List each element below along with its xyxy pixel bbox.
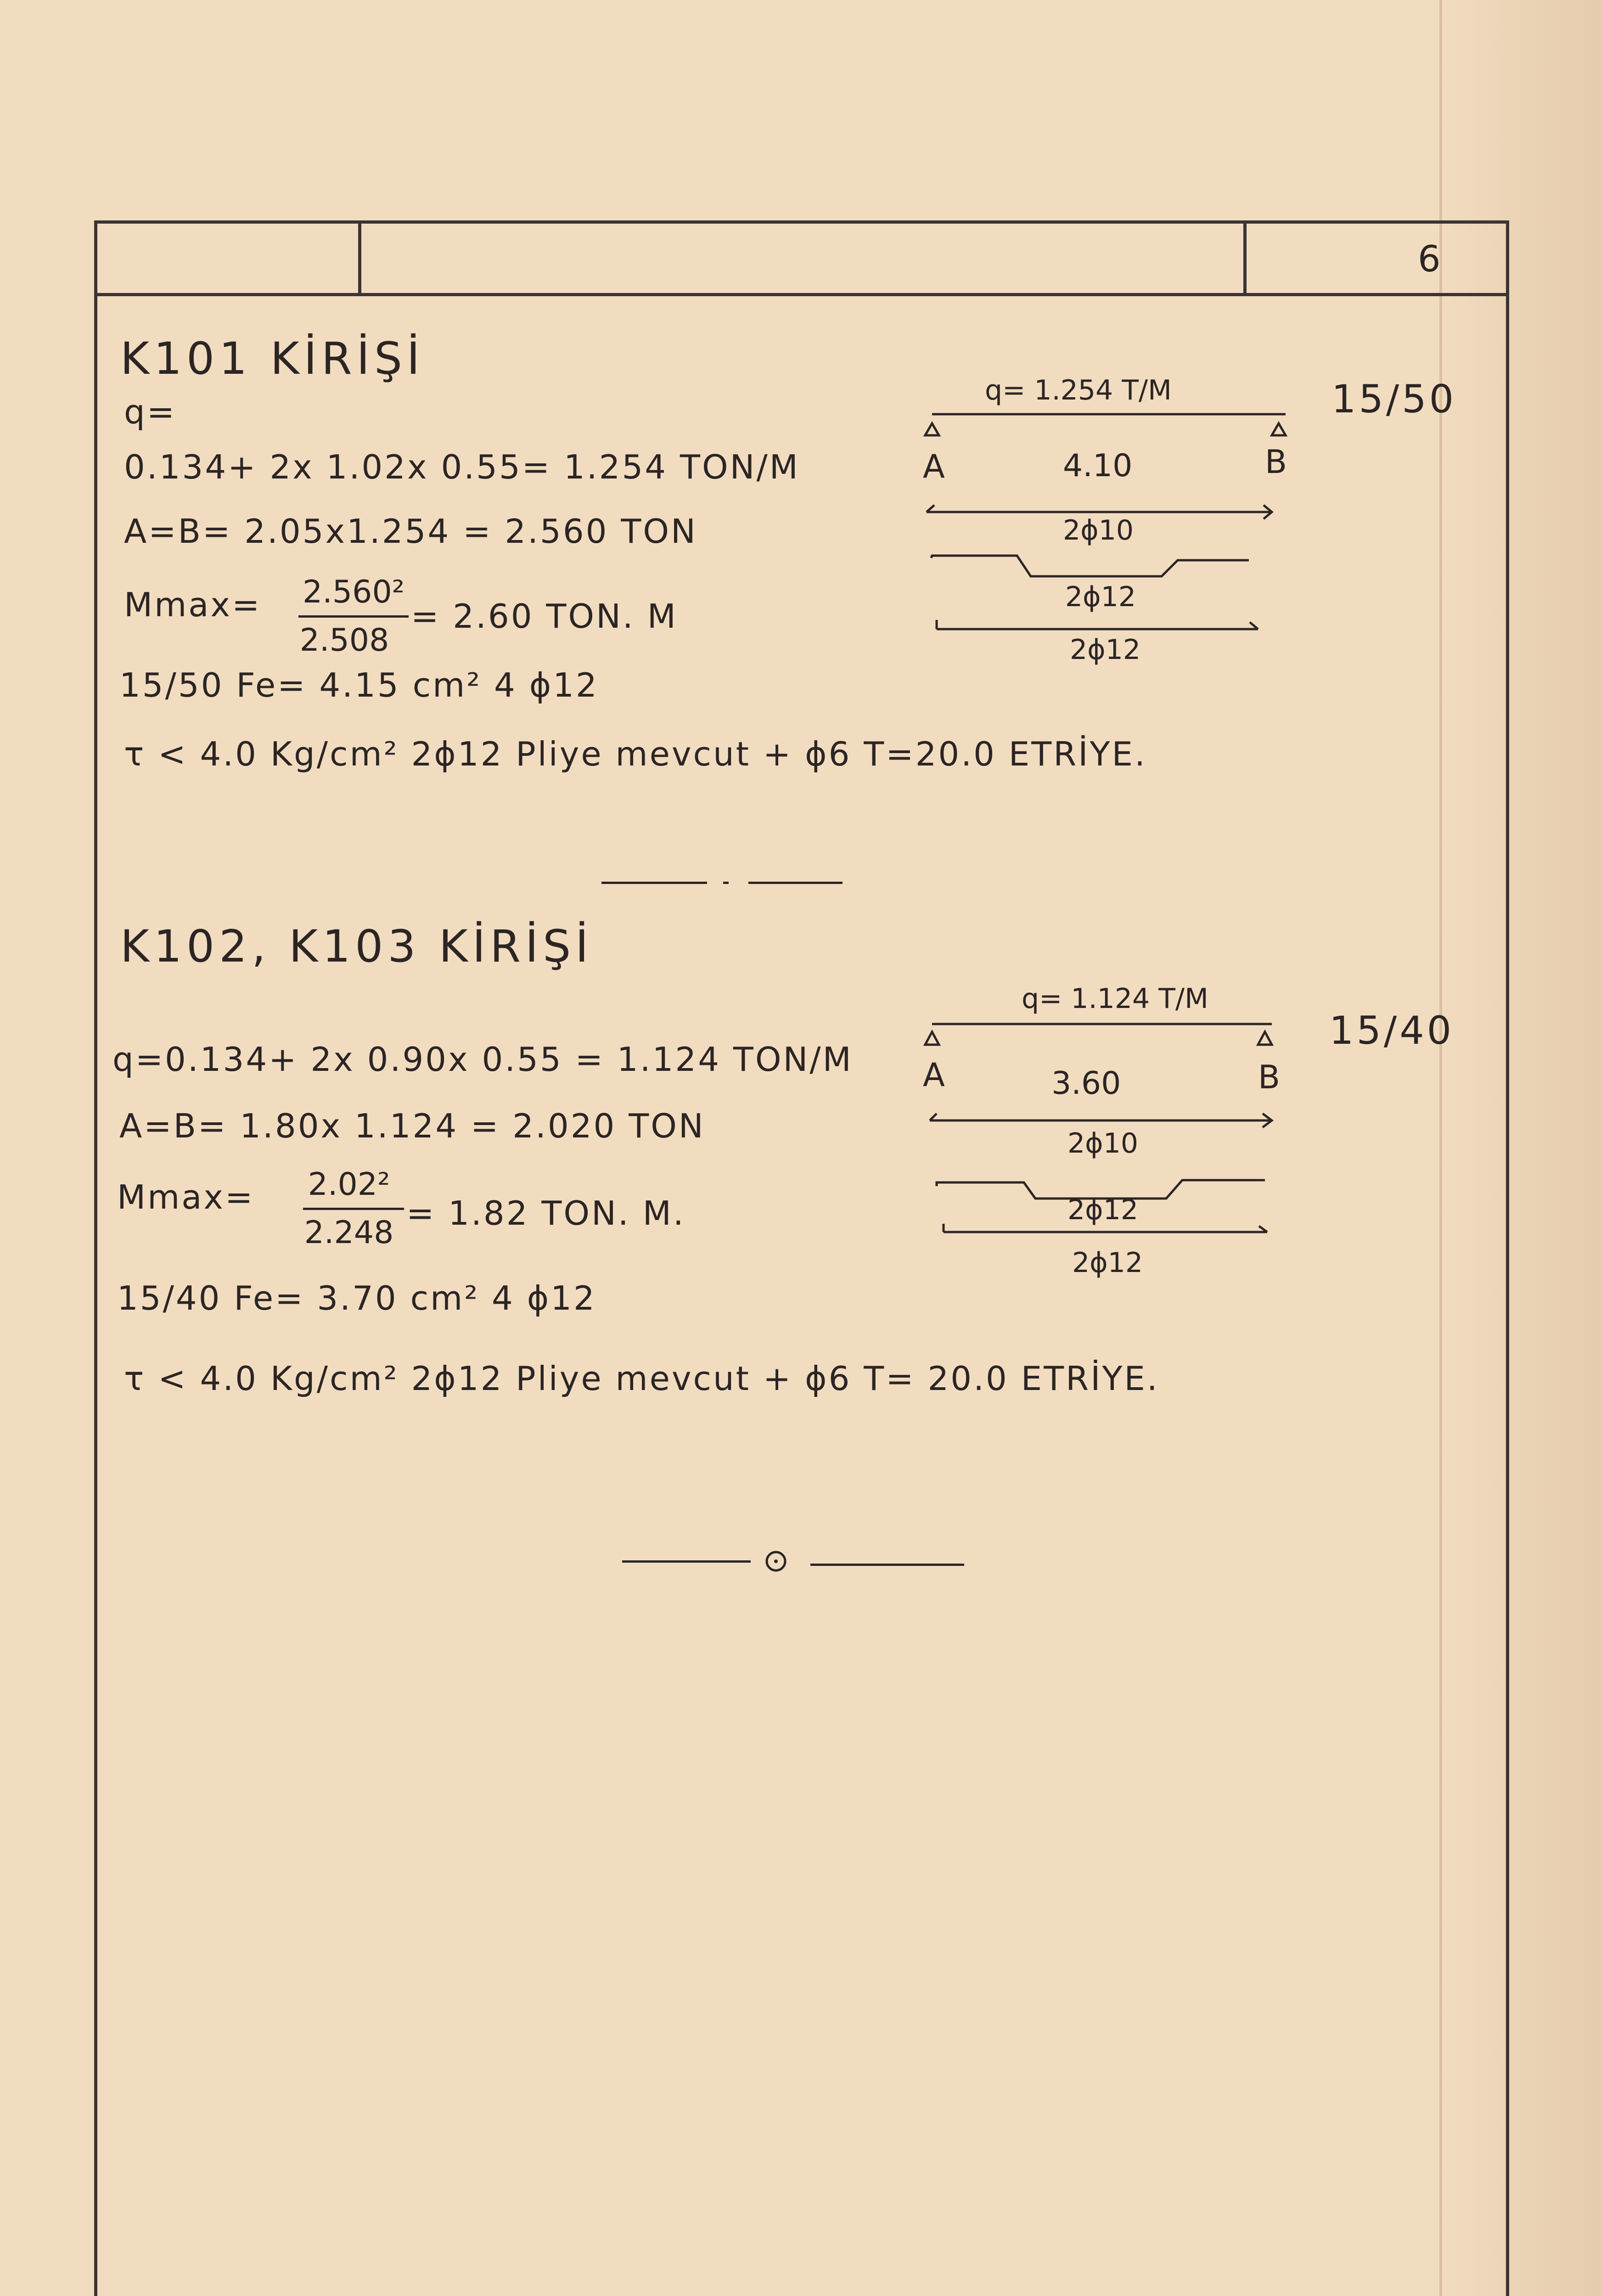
header-divider-2: [1243, 220, 1247, 296]
beam1-section-line: 15/50 Fe= 4.15 cm² 4 ϕ12: [119, 666, 599, 704]
beam2-mmax-result: = 1.82 TON. M.: [406, 1194, 685, 1232]
beam1-mmax-numerator: 2.560²: [303, 574, 404, 610]
beam1-mmax-label: Mmax=: [124, 585, 262, 624]
beam1-support-b: B: [1265, 443, 1287, 481]
beam2-support-b: B: [1258, 1058, 1281, 1096]
separator-2-left: [622, 1560, 751, 1563]
beam1-fraction-bar: [298, 615, 409, 618]
separator-1-left: [601, 882, 707, 884]
beam1-bar-bottom: 2ϕ12: [1070, 634, 1141, 666]
beam2-bar-bottom: 2ϕ12: [1072, 1247, 1143, 1279]
beam2-fraction-bar: [303, 1208, 404, 1210]
separator-1-dot: [723, 882, 729, 884]
beam1-q-line: 0.134+ 2x 1.02x 0.55= 1.254 TON/M: [124, 448, 800, 486]
beam1-diagram-load: q= 1.254 T/M: [985, 374, 1172, 406]
beam1-diagram-section: 15/50: [1331, 377, 1457, 422]
beam2-section-line: 15/40 Fe= 3.70 cm² 4 ϕ12: [117, 1279, 596, 1317]
page-number: 6: [1418, 239, 1441, 280]
beam1-support-a: A: [923, 448, 945, 485]
beam1-mmax-denominator: 2.508: [299, 622, 389, 658]
beam1-bar-top: 2ϕ10: [1063, 514, 1134, 546]
beam1-reaction: A=B= 2.05x1.254 = 2.560 TON: [124, 512, 697, 551]
header-row: [94, 220, 1509, 296]
separator-2-right: [810, 1564, 964, 1566]
beam2-support-a: A: [923, 1056, 945, 1094]
beam2-stress-line: τ < 4.0 Kg/cm² 2ϕ12 Pliye mevcut + ϕ6 T= 20.0 ETRİYE.: [124, 1359, 1159, 1398]
beam2-span: 3.60: [1051, 1065, 1121, 1102]
beam1-stress-line: τ < 4.0 Kg/cm² 2ϕ12 Pliye mevcut + ϕ6 T=20.0 ETRİYE.: [124, 735, 1147, 773]
beam2-diagram-section: 15/40: [1329, 1008, 1455, 1053]
separator-1-right: [748, 882, 843, 884]
end-mark-circle-icon: [762, 1550, 790, 1573]
beam2-diagram-load: q= 1.124 T/M: [1022, 983, 1208, 1015]
beam2-mmax-label: Mmax=: [117, 1178, 255, 1216]
beam2-mmax-denominator: 2.248: [304, 1215, 394, 1251]
beam1-title: K101 KİRİŞİ: [120, 333, 425, 384]
beam2-title: K102, K103 KİRİŞİ: [120, 921, 593, 972]
beam2-q-line: q=0.134+ 2x 0.90x 0.55 = 1.124 TON/M: [112, 1040, 853, 1079]
header-divider-1: [358, 220, 361, 296]
beam2-bar-top: 2ϕ10: [1067, 1127, 1139, 1159]
beam1-mmax-result: = 2.60 TON. M: [411, 597, 678, 636]
beam1-q-label: q=: [124, 393, 177, 431]
beam2-reaction: A=B= 1.80x 1.124 = 2.020 TON: [119, 1107, 705, 1145]
beam2-mmax-numerator: 2.02²: [308, 1166, 390, 1203]
beam2-bar-bent: 2ϕ12: [1067, 1194, 1139, 1226]
beam1-bar-bent: 2ϕ12: [1065, 581, 1136, 613]
beam1-span: 4.10: [1063, 448, 1133, 484]
